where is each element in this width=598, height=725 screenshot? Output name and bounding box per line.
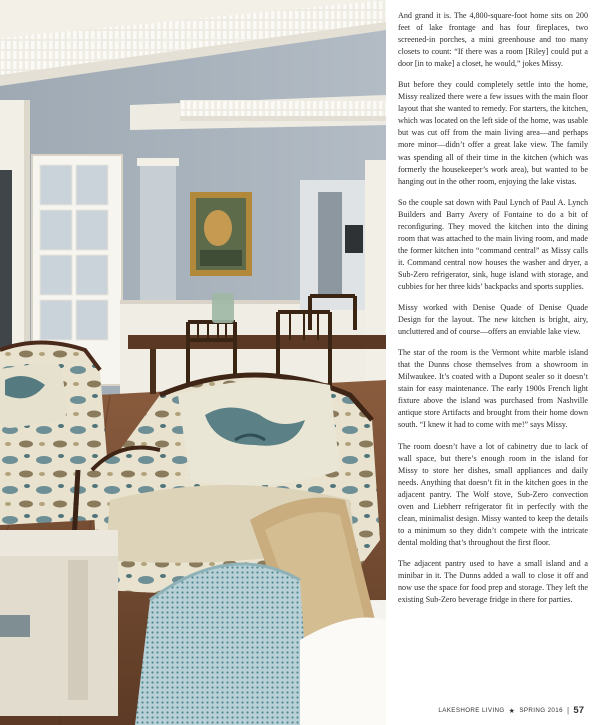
page-footer xyxy=(438,705,584,716)
article-paragraph: The room doesn’t have a lot of cabinetry due to lack of wall space, but there’s enough room in the island for Missy to store her dishes, small appliances and daily needs. Anything that doesn’t fit in the kitchen goes in the adjacent pantry. The Wolf stove, Sub-Zero convection oven and Liebherr refrigerator fit in perfectly with the clean, minimalist design. Missy wanted to keep the details to a minimum so they didn’t compete with the intricate dental molding that’s throughout the first floor. xyxy=(398,441,588,547)
article-paragraph: But before they could completely settle into the home, Missy realized there were a few issues with the main floor layout that she wanted to remedy. For starters, the kitchen, which was located on the left side of the home, was usable but was cut off from the main living area—and perhaps more minor—didn’t offer a great lake view. The family was spending all of their time in the kitchen (which was formerly the housekeeper’s work area), but wanted to be hanging out in the other room, enjoying the lake vistas. xyxy=(398,80,588,186)
page-number: 57 xyxy=(573,705,584,716)
publication-name: LAKESHORE LIVING xyxy=(438,707,505,714)
divider: | xyxy=(566,706,570,715)
article-paragraph: The adjacent pantry used to have a small island and a minibar in it. The Dunns added a wall to close it off and now use the space for food prep and storage. They left the existing Sub-Zero beverage fridge in there for parties. xyxy=(398,558,588,605)
article-paragraph: And grand it is. The 4,800-square-foot home sits on 200 feet of lake frontage and has four fireplaces, two screened-in porches, a mini greenhouse and too many closets to count: “If there was a room [Riley] could put a door [in to make] a closet, he would,” jokes Missy. xyxy=(398,11,588,69)
article-paragraph: Missy worked with Denise Quade of Denise Quade Design for the layout. The new kitchen is bright, airy, uncluttered and of course—offers an enviable lake view. xyxy=(398,303,588,337)
star-icon: ★ xyxy=(508,707,516,715)
article-text xyxy=(398,10,588,615)
article-paragraph: So the couple sat down with Paul Lynch of Paul A. Lynch Builders and Barry Avery of Fontaine to do a bit of reconfiguring. They moved the kitchen into the dining room that was attached to the main living room, and made the former kitchen into “command central” as Missy calls it. Command central now houses the washer and dryer, a Sub-Zero refrigerator, sink, huge island with storage, and cubbies for her three kids’ backpacks and sports supplies. xyxy=(398,197,588,291)
issue-label: SPRING 2016 xyxy=(519,707,563,714)
article-paragraph: The star of the room is the Vermont white marble island that the Dunns chose themselves from a showroom in Milwaukee. It’s coated with a Dupont sealer so it doesn’t stain for easy maintenance. The early 1900s French light fixture above the island was purchased from Nashville antique store Artifacts and brought from their home down south. “I knew it had to come with me!” says Missy. xyxy=(398,348,588,430)
